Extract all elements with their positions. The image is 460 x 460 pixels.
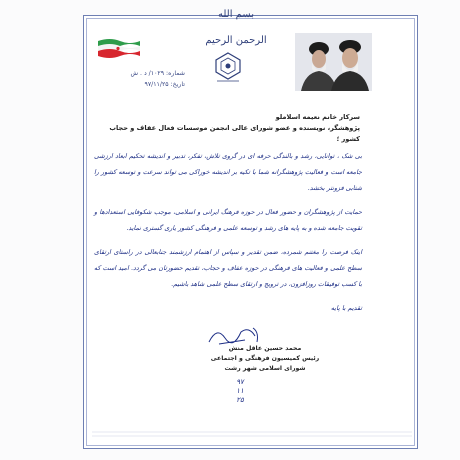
letter-date: تاریخ: ۹۷/۱۱/۲۵ bbox=[144, 81, 185, 88]
handwritten-year: ۹۷ bbox=[236, 378, 244, 386]
bismillah-calligraphy: بسم الله الرحمن الرحیم bbox=[205, 9, 267, 46]
letter-number: شماره: ۱۰۲۹/ د . ش bbox=[130, 70, 185, 77]
signer-title: رئیس کمیسیون فرهنگی و اجتماعی bbox=[210, 355, 320, 362]
decorative-divider bbox=[92, 430, 412, 438]
body-paragraph: بی شک ، توانایی، رشد و بالندگی حرفه ای در گروی تلاش، تفکر، تدبیر و اندیشه تحکیم ابعاد ارزشی جامعه است و فعالیت پژوهشگرانه شما با تکیه بر اندیشه خوراکی می تواند سرعت و توسعه کشور را شتابی فزونتر بخشد. bbox=[94, 152, 362, 192]
recipient-heading bbox=[100, 112, 360, 145]
handwritten-month: ۱۱ bbox=[236, 387, 244, 395]
city-council-emblem-icon bbox=[207, 50, 249, 84]
recipient-name: سرکار خانم نعیمه اسلاملو bbox=[275, 113, 360, 121]
letter-metadata bbox=[95, 68, 185, 90]
letter-body bbox=[94, 148, 362, 324]
leaders-portrait-image bbox=[295, 33, 372, 91]
recipient-title: پژوهشگر، نویسنده و عضو شورای عالی انجمن موسسات فعال عفاف و حجاب کشور ؛ bbox=[109, 124, 360, 143]
signer-block bbox=[190, 344, 340, 374]
signer-name: محمد حسین عاقل منش bbox=[228, 345, 302, 352]
signer-organization: شورای اسلامی شهر رشت bbox=[224, 365, 306, 372]
iran-flag-icon bbox=[96, 37, 142, 59]
handwritten-date bbox=[225, 378, 255, 405]
body-paragraph: اینک فرصت را مغتنم شمرده، ضمن تقدیر و سپاس از اهتمام ارزشمند جنابعالی در راستای ارتقای سطح علمی و فعالیت های فرهنگی در حوزه عفاف و حجاب، تقدیم حضورتان می گردد. امید است که با کسب توفیقات روزافزون، در ترویج و ارتقای سطح علمی شاهد باشیم. bbox=[94, 248, 362, 288]
closing-line: تقدیم با پایه‌ bbox=[330, 304, 362, 312]
body-paragraph: حمایت از پژوهشگران و حضور فعال در حوزه فرهنگ ایرانی و اسلامی، موجب شکوفایی استعدادها و تقویت جامعه شده و به پایه های رشد و توسعه علمی و فرهنگی کشور یاری گستری نماید. bbox=[94, 208, 362, 232]
handwritten-day: ۲۵ bbox=[236, 396, 244, 404]
